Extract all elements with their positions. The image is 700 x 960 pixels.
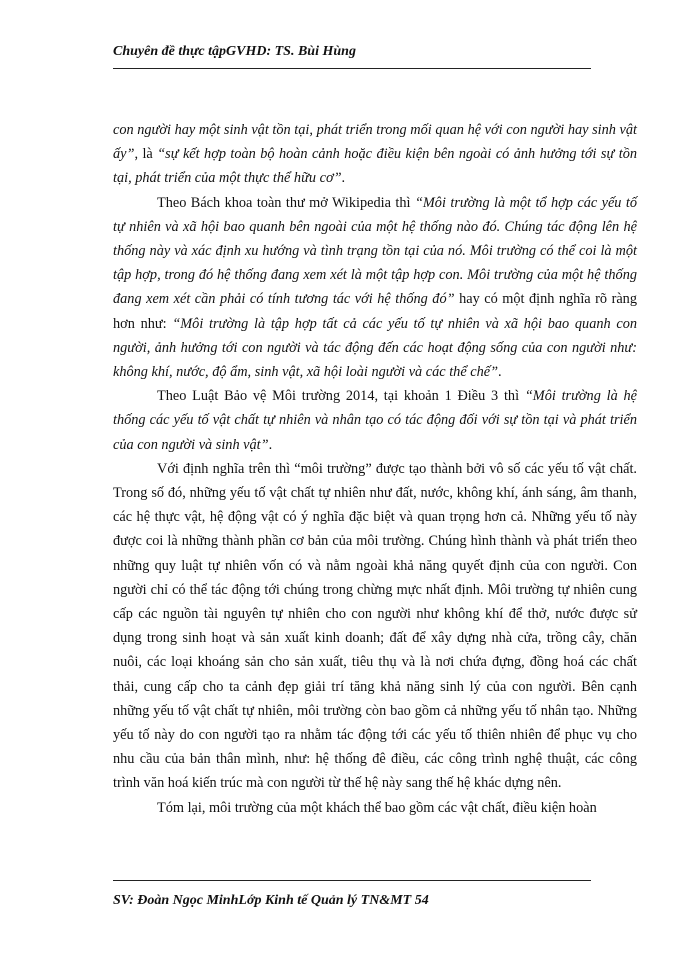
- paragraph: [113, 191, 637, 385]
- quoted-text: con người hay một sinh vật tồn tại, phát triển trong mối quan hệ với con người hay sinh vật ấy”: [113, 122, 637, 163]
- page-header: [113, 44, 356, 60]
- quoted-text: “sự kết hợp toàn bộ hoàn cảnh hoặc điều kiện bên ngoài có ảnh hưởng tới sự tồn tại, phát triển của một thực thể hữu cơ”: [113, 146, 637, 187]
- paragraph: [113, 384, 637, 457]
- body-text: .: [341, 170, 346, 187]
- header-supervisor: GVHD: TS. Bùi Hùng: [226, 44, 356, 59]
- footer-divider: [113, 880, 591, 881]
- paragraph: [113, 796, 637, 820]
- paragraph: [113, 118, 637, 191]
- body-text: Với định nghĩa trên thì “môi trường” được tạo thành bởi vô số các yếu tố vật chất. Trong số đó, những yếu tố vật chất tự nhiên như đất, nước, không khí, ánh sáng, âm thanh, các hệ thực vật, hệ động vật có ý nghĩa đặc biệt và quan trọng hơn cả. Những yếu tố này được coi là những thành phần cơ bản của môi trường. Chúng hình thành và phát triển theo những quy luật tự nhiên vốn có và nằm ngoài khả năng quyết định của con người. Con người chỉ có thể tác động tới chúng trong chừng mực nhất định. Môi trường tự nhiên cung cấp các nguồn tài nguyên tự nhiên cho con người như không khí để thở, nước được sử dụng trong sinh hoạt và sản xuất kinh doanh; đất để xây dựng nhà cửa, trồng cây, chăn nuôi, các loại khoáng sản cho sản xuất, tiêu thụ và là nơi chứa đựng, đồng hoá các chất thải, cung cấp cho ta cảnh đẹp giải trí tăng khả năng sinh lý của con người. Bên cạnh những yếu tố vật chất tự nhiên, môi trường còn bao gồm cả những yếu tố nhân tạo. Những yếu tố này do con người tạo ra nhằm tác động tới các yếu tố thiên nhiên để phục vụ cho nhu cầu của bản thân mình, như: hệ thống đê điều, các công trình nghệ thuật, các công trình văn hoá kiến trúc mà con người từ thế hệ này sang thế hệ khác dựng nên.: [113, 460, 637, 792]
- body-text: .: [268, 436, 273, 453]
- body-text: , là: [134, 146, 158, 163]
- footer-student-name: SV: Đoàn Ngọc Minh: [113, 893, 239, 908]
- header-course-title: Chuyên đề thực tập: [113, 44, 227, 59]
- quoted-text: “Môi trường là một tổ hợp các yếu tố tự nhiên và xã hội bao quanh bên ngoài của một hệ thống nào đó. Chúng tác động lên hệ thống này và xác định xu hướng và tình trạng tồn tại của nó. Môi trường có thể coi là một tập hợp, trong đó hệ thống đang xem xét là một tập hợp con. Môi trường của một hệ thống đang xem xét cần phải có tính tương tác với hệ thống đó”: [113, 194, 637, 308]
- body-text: .: [498, 364, 502, 381]
- header-divider: [113, 68, 591, 69]
- document-body: [113, 118, 637, 820]
- body-text: Theo Bách khoa toàn thư mở Wikipedia thì: [157, 194, 415, 211]
- footer-class: Lớp Kinh tế Quản lý TN&MT 54: [238, 893, 429, 908]
- quoted-text: “Môi trường là hệ thống các yếu tố vật chất tự nhiên và nhân tạo có tác động đối với sự tồn tại và phát triển của con người và sinh vật”: [113, 388, 637, 453]
- body-text: Theo Luật Bảo vệ Môi trường 2014, tại khoản 1 Điều 3 thì: [157, 388, 525, 405]
- body-text: Tóm lại, môi trường của một khách thể bao gồm các vật chất, điều kiện hoàn: [157, 799, 597, 816]
- paragraph: [113, 457, 637, 796]
- page-footer: [113, 893, 429, 909]
- quoted-text: “Môi trường là tập hợp tất cả các yếu tố tự nhiên và xã hội bao quanh con người, ảnh hưởng tới con người và tác động đến các hoạt động sống của con người như: không khí, nước, độ ẩm, sinh vật, xã hội loài người và các thể chế”: [113, 315, 638, 381]
- body-text: hay có một định nghĩa rõ ràng hơn như:: [113, 291, 637, 332]
